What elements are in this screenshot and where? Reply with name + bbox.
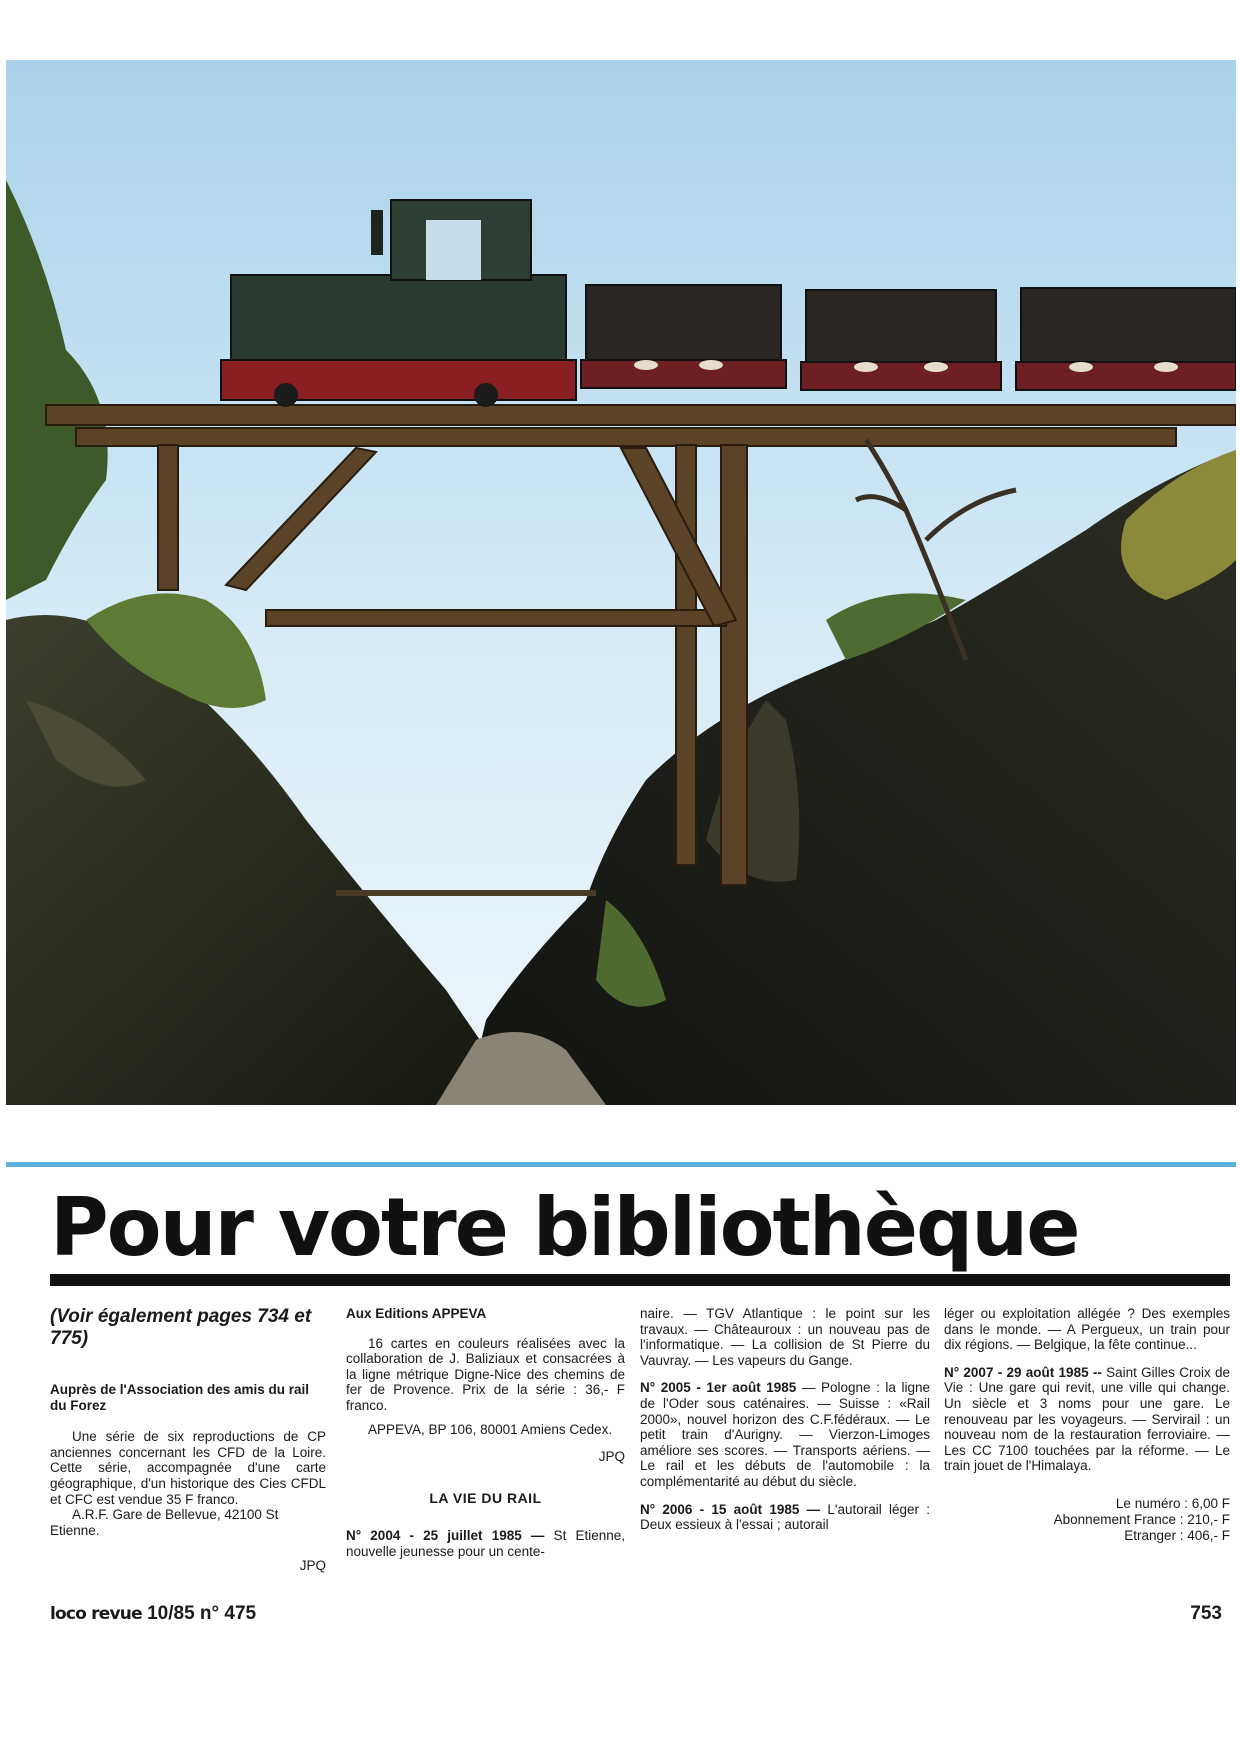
issue-2005 bbox=[640, 1380, 930, 1489]
column-2 bbox=[346, 1306, 625, 1560]
issue-2007-summary: Saint Gilles Croix de Vie : Une gare qui revit, une ville qui change. Un siècle et 3 noms pour une gare. Le renouveau par les voyageurs. — Servirail : un nouveau nom de la restauration ferroviaire. — Les CC 7100 touchées par la réforme. — Le train jouet de l'Himalaya. bbox=[944, 1364, 1230, 1474]
issue-reference: 10/85 n° 475 bbox=[147, 1603, 257, 1624]
price-foreign: Etranger : 406,- F bbox=[1124, 1527, 1230, 1543]
issue-2006-summary: L'autorail léger : Deux essieux à l'essai ; autorail bbox=[640, 1501, 930, 1533]
page-number: 753 bbox=[1190, 1603, 1222, 1624]
issue-2006-date: N° 2006 - 15 août 1985 — bbox=[640, 1501, 821, 1517]
magazine-name: loco revue bbox=[50, 1604, 142, 1624]
train-bridge-photo bbox=[6, 60, 1236, 1105]
issue-2004 bbox=[346, 1528, 625, 1559]
issue-2005-summary: — Pologne : la ligne de l'Oder sous caténaires. — Suisse : «Rail 2000», nouvel horizon des C.F.fédéraux. — Le petit train d'Aurigny. — Vierzon-Limoges améliore ses scores. — Transports aériens. — Le rail et les débuts de l'automobile : la complémentarité au début du siècle. bbox=[640, 1380, 930, 1489]
issue-2007-date: N° 2007 - 29 août 1985 -- bbox=[944, 1364, 1102, 1380]
price-single-issue: Le numéro : 6,00 F bbox=[1115, 1495, 1230, 1511]
issue-2006 bbox=[640, 1502, 930, 1533]
title-underline bbox=[50, 1274, 1230, 1286]
magazine-footer bbox=[50, 1603, 256, 1625]
issue-2004-date: N° 2004 - 25 juillet 1985 — bbox=[346, 1528, 545, 1544]
price-subscription: Abonnement France : 210,- F bbox=[1053, 1511, 1230, 1527]
see-also-note: (Voir également pages 734 et 775) bbox=[50, 1306, 312, 1349]
column-3 bbox=[640, 1306, 930, 1533]
arf-body: Une série de six reproductions de CP anciennes concernant les CFD de la Loire. Cette série, accompagnée d'une carte géographique, d'un historique des Cies CFDL et CFC est vendue 35 F franco. bbox=[50, 1429, 326, 1507]
author-signature: JPQ bbox=[598, 1449, 625, 1465]
issue-2007 bbox=[944, 1365, 1230, 1474]
arf-address: A.R.F. Gare de Bellevue, 42100 St Etienne. bbox=[50, 1507, 279, 1538]
issue-2005-date: N° 2005 - 1er août 1985 bbox=[640, 1380, 797, 1396]
appeva-body: 16 cartes en couleurs réalisées avec la collaboration de J. Baliziaux et consacrées à la ligne métrique Digne-Nice des chemins de fer de Provence. Prix de la série : 36,- F franco. bbox=[346, 1335, 625, 1413]
appeva-address: APPEVA, BP 106, 80001 Amiens Cedex. bbox=[368, 1421, 613, 1437]
issue-2004-summary: St Etienne, nouvelle jeunesse pour un cente- bbox=[346, 1528, 626, 1559]
arf-heading: Auprès de l'Association des amis du rail du Forez bbox=[50, 1382, 310, 1413]
issue-2006-continued: léger ou exploitation allégée ? Des exemples dans le monde. — A Pergueux, un train pour dix régions. — Belgique, la fête continue... bbox=[944, 1306, 1230, 1353]
column-4 bbox=[944, 1306, 1230, 1544]
column-1 bbox=[50, 1306, 326, 1574]
section-heading-la-vie-du-rail: LA VIE DU RAIL bbox=[429, 1489, 542, 1506]
section-divider bbox=[6, 1162, 1236, 1167]
issue-2004-continued: naire. — TGV Atlantique : le point sur les travaux. — Châteauroux : un nouveau pas de l'informatique. — La collision de St Pierre du Vauvray. — Les vapeurs du Gange. bbox=[640, 1306, 930, 1368]
author-signature: JPQ bbox=[299, 1558, 326, 1574]
appeva-heading: Aux Editions APPEVA bbox=[346, 1306, 487, 1321]
page-title: Pour votre bibliothèque bbox=[50, 1181, 1079, 1274]
